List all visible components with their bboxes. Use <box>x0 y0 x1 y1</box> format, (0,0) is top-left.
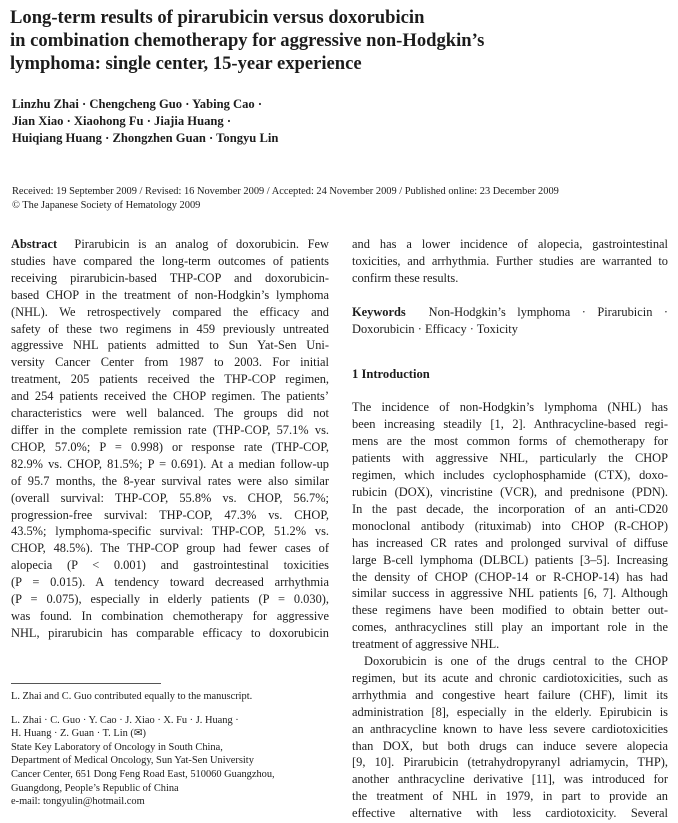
text-line: The incidence of non-Hodgkin’s lymphoma (NHL) has <box>352 400 668 415</box>
affiliation-line: Department of Medical Oncology, Sun Yat-Sen University <box>11 755 254 767</box>
text-line: NHL, pirarubicin has comparable efficacy to doxorubicin <box>11 625 329 640</box>
text-line: effective alternative with less cardiotoxicity. Several <box>352 806 668 821</box>
abstract-body <box>11 253 329 642</box>
text-line: studies have compared the long-term outcomes of patients <box>11 253 329 268</box>
abstract-label: Abstract <box>11 237 58 251</box>
text-line: large B-cell lymphoma (DLBCL) patients [3–5]. Increasing <box>352 552 668 567</box>
dates-line: Received: 19 September 2009 / Revised: 16 November 2009 / Accepted: 24 November 2009 / Published online: 23 December 2009 <box>12 186 559 197</box>
text-line: than DOX, but both drugs can induce severe alopecia <box>352 738 668 753</box>
text-line: treatment of aggressive NHL. <box>352 637 500 652</box>
contribution-note: L. Zhai and C. Guo contributed equally to the manuscript. <box>11 691 253 702</box>
author-line: Linzhu Zhai · Chengcheng Guo · Yabing Cao · <box>12 97 263 111</box>
text-line: administration [8], especially in the elderly. Epirubicin is <box>352 704 668 719</box>
text-line: CHOP, 48.5%). The THP-COP group had fewer cases of <box>11 541 329 556</box>
keywords-line: Doxorubicin · Efficacy · Toxicity <box>352 321 518 336</box>
footnotes <box>11 690 331 809</box>
title-line: Long-term results of pirarubicin versus doxorubicin <box>10 7 425 28</box>
text-line: and has a lower incidence of alopecia, gastrointestinal <box>352 237 668 251</box>
text-line: regimen, but its acute and chronic cardiotoxicities, such as <box>352 670 668 685</box>
abstract-continuation <box>352 236 668 287</box>
text-line: monoclonal antibody (rituximab) into CHOP (R-CHOP) <box>352 518 668 533</box>
author-line: Jian Xiao · Xiaohong Fu · Jiajia Huang · <box>12 114 232 128</box>
text-line: In the past decade, the incorporation of an anti-CD20 <box>352 501 668 516</box>
keywords-label: Keywords <box>352 304 406 319</box>
text-line: of 95.7 months, the 8-year survival rates were also similar <box>11 473 329 488</box>
author-list <box>12 96 612 147</box>
article-title <box>10 6 650 75</box>
text-line: an anthracycline known to have less severe cardiotoxicities <box>352 721 668 736</box>
text-line: comes, anthracyclines still play an important role in the <box>352 620 668 635</box>
text-line: differ in the complete remission rate (THP-COP, 57.1% vs. <box>11 422 329 437</box>
text-line: Doxorubicin is one of the drugs central to the CHOP <box>364 654 668 669</box>
text-line: progression-free survival: THP-COP, 47.3% vs. CHOP, <box>11 507 329 522</box>
title-line: in combination chemotherapy for aggressive non-Hodgkin’s <box>10 30 485 51</box>
footnote-rule <box>11 683 161 684</box>
text-line: another anthracycline derivative [11], was introduced for <box>352 772 668 787</box>
text-line: (P = 0.015). A tendency toward decreased arrhythmia <box>11 575 329 590</box>
author-line: Huiqiang Huang · Zhongzhen Guan · Tongyu Lin <box>12 131 279 145</box>
affiliation <box>11 714 331 809</box>
text-line: characteristics were well balanced. The groups did not <box>11 406 329 421</box>
keywords-text: Non-Hodgkin’s lymphoma · Pirarubicin · <box>428 304 668 319</box>
text-line: patients with aggressive NHL, particularly the CHOP <box>352 451 668 466</box>
text-line: treatment, 205 patients received the THP-COP regimen, <box>11 372 329 387</box>
text-line: CHOP, 57.0%; P = 0.998) or response rate (THP-COP, <box>11 439 329 454</box>
right-column <box>352 236 668 822</box>
title-line: lymphoma: single center, 15-year experience <box>10 53 362 74</box>
section-heading: 1 Introduction <box>352 366 430 381</box>
abstract-first-text: Pirarubicin is an analog of doxorubicin. Few <box>74 237 329 251</box>
text-line: arrhythmia and congestive heart failure (CHF), limit its <box>352 687 668 702</box>
text-line: safety of these two regimens in 459 previously untreated <box>11 321 329 336</box>
affiliation-line: Guangdong, People’s Republic of China <box>11 782 179 794</box>
text-line: toxicities, and arrhythmia. Further studies are warranted to <box>352 253 668 268</box>
text-line: based CHOP in the treatment of non-Hodgkin’s lymphoma <box>11 287 329 302</box>
affiliation-line: Cancer Center, 651 Dong Feng Road East, 510060 Guangzhou, <box>11 768 275 780</box>
text-line: and 254 patients received the CHOP regimen. The patients’ <box>11 389 329 404</box>
text-line: been increasing steadily [1, 2]. Anthracycline-based regi- <box>352 417 668 432</box>
text-line: rubicin (DOX), vincristine (VCR), and prednisone (PDN). <box>352 484 668 499</box>
affiliation-line: L. Zhai · C. Guo · Y. Cao · J. Xiao · X. Fu · J. Huang · <box>11 714 239 726</box>
text-line: has increased CR rates and prolonged survival of diffuse <box>352 535 668 550</box>
text-line: confirm these results. <box>352 270 459 285</box>
text-line: the treatment of NHL in 1979, in part to provide an <box>352 789 668 804</box>
intro-paragraph <box>352 653 668 822</box>
affiliation-line: State Key Laboratory of Oncology in South China, <box>11 741 223 753</box>
text-line: mens are the most common forms of chemotherapy for <box>352 434 668 449</box>
abstract-first-line <box>11 236 329 253</box>
affiliation-line: e-mail: tongyulin@hotmail.com <box>11 796 145 808</box>
text-line: regimen, which includes cyclophosphamide (CTX), doxo- <box>352 468 668 483</box>
left-column <box>11 236 329 642</box>
intro-paragraph <box>352 399 668 653</box>
text-line: 82.9% vs. CHOP, 81.5%; P = 0.691). At a median follow-up <box>11 456 329 471</box>
text-line: (NHL). We retrospectively compared the efficacy and <box>11 304 329 319</box>
text-line: similar success in aggressive NHL patients [6, 7]. Although <box>352 586 668 601</box>
text-line: aggressive NHL patients admitted to Sun Yat-Sen Uni- <box>11 338 329 353</box>
text-line: 43.5%; lymphoma-specific survival: THP-COP, 51.2% vs. <box>11 524 329 539</box>
text-line: the density of CHOP (CHOP-14 or R-CHOP-14) has had <box>352 569 668 584</box>
copyright-line: © The Japanese Society of Hematology 2009 <box>12 200 201 211</box>
text-line: receiving pirarubicin-based THP-COP and doxorubicin- <box>11 270 329 285</box>
text-line: (overall survival: THP-COP, 55.8% vs. CHOP, 56.7%; <box>11 490 329 505</box>
text-line: alopecia (P < 0.001) and gastrointestinal toxicities <box>11 558 329 573</box>
keywords-line <box>352 304 668 321</box>
publication-history <box>12 185 672 213</box>
text-line: was found. In combination chemotherapy for aggressive <box>11 608 329 623</box>
text-line: (P = 0.075), especially in elderly patients (P = 0.030), <box>11 592 329 607</box>
text-line: versity Cancer Center from 1987 to 2003. For initial <box>11 355 329 370</box>
affiliation-line: H. Huang · Z. Guan · T. Lin (✉) <box>11 728 146 740</box>
text-line: [9, 10]. Pirarubicin (tetrahydropyranyl adriamycin, THP), <box>352 755 668 770</box>
text-line: these regimens have been modified to obtain better out- <box>352 603 668 618</box>
